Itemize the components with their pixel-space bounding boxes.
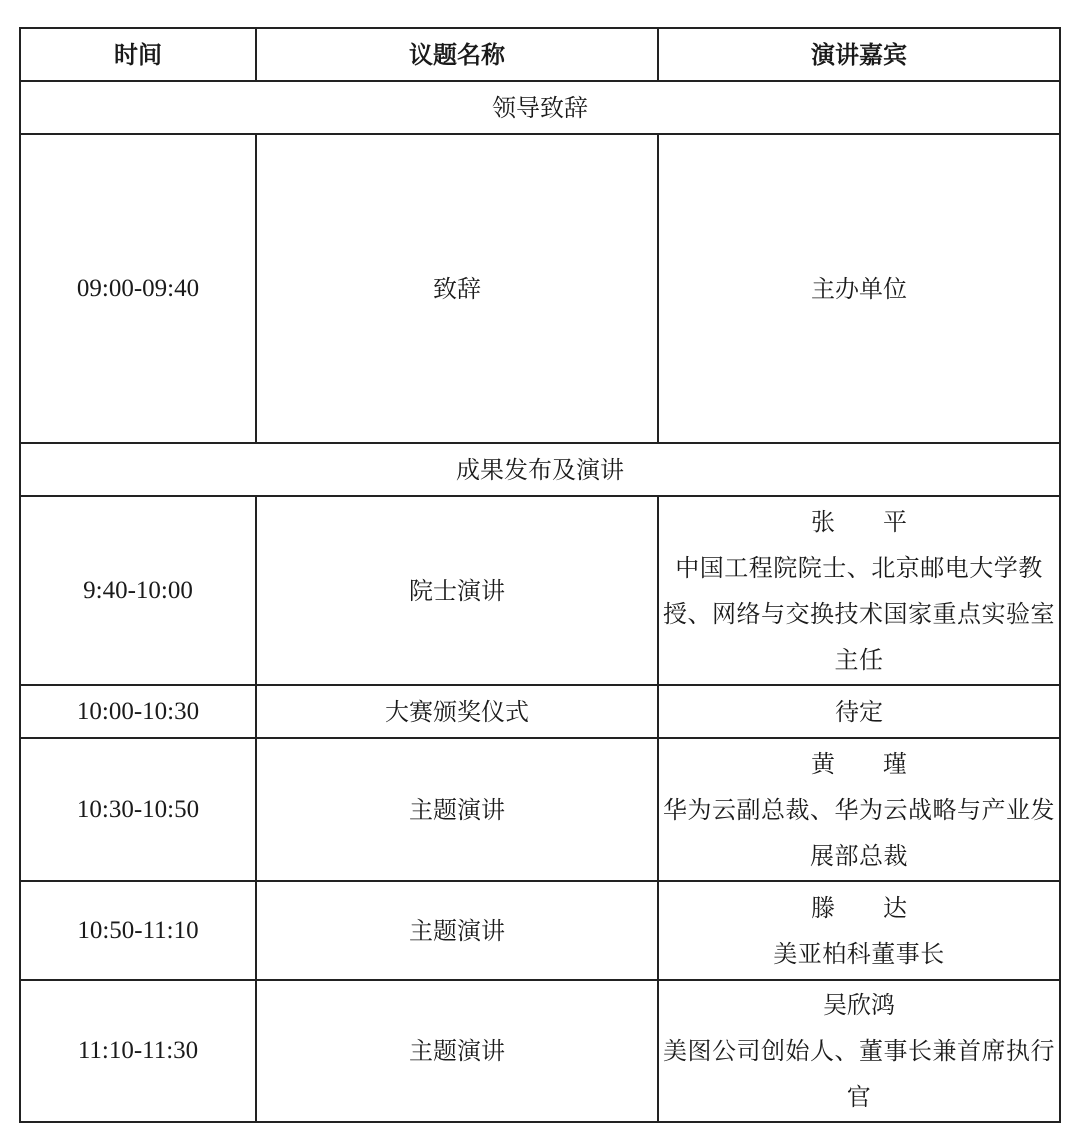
time-cell: 9:40-10:00 (20, 496, 256, 685)
topic-cell: 致辞 (256, 134, 658, 443)
table-row (20, 980, 1060, 1122)
speaker-name: 待定 (835, 697, 883, 726)
topic-cell: 院士演讲 (256, 496, 658, 685)
speaker-title: 中国工程院院士、北京邮电大学教授、网络与交换技术国家重点实验室主任 (663, 553, 1055, 674)
table-row (20, 496, 1060, 685)
time-cell: 10:30-10:50 (20, 738, 256, 881)
time-cell: 11:10-11:30 (20, 980, 256, 1122)
agenda-table (19, 27, 1061, 1123)
header-speaker: 演讲嘉宾 (658, 28, 1060, 81)
section-row (20, 443, 1060, 496)
speaker-cell (658, 881, 1060, 980)
topic-cell: 大赛颁奖仪式 (256, 685, 658, 738)
table-row (20, 738, 1060, 881)
speaker-title: 美亚柏科董事长 (773, 939, 945, 968)
topic-cell: 主题演讲 (256, 980, 658, 1122)
table-row (20, 881, 1060, 980)
header-row (20, 28, 1060, 81)
speaker-cell (658, 980, 1060, 1122)
speaker-cell (658, 496, 1060, 685)
speaker-name: 吴欣鸿 (823, 991, 895, 1019)
section-row (20, 81, 1060, 134)
table-row (20, 685, 1060, 738)
speaker-title: 美图公司创始人、董事长兼首席执行官 (663, 1037, 1055, 1111)
speaker-name: 滕 达 (811, 893, 907, 922)
header-topic: 议题名称 (256, 28, 658, 81)
section-title: 领导致辞 (20, 81, 1060, 134)
speaker-cell (658, 134, 1060, 443)
table-row (20, 134, 1060, 443)
topic-cell: 主题演讲 (256, 738, 658, 881)
section-title: 成果发布及演讲 (20, 443, 1060, 496)
topic-cell: 主题演讲 (256, 881, 658, 980)
speaker-title: 华为云副总裁、华为云战略与产业发展部总裁 (663, 795, 1055, 870)
speaker-name: 张 平 (811, 507, 907, 536)
header-time: 时间 (20, 28, 256, 81)
speaker-name: 主办单位 (811, 274, 907, 303)
speaker-cell (658, 685, 1060, 738)
speaker-name: 黄 瑾 (811, 749, 907, 778)
time-cell: 10:50-11:10 (20, 881, 256, 980)
speaker-cell (658, 738, 1060, 881)
time-cell: 09:00-09:40 (20, 134, 256, 443)
time-cell: 10:00-10:30 (20, 685, 256, 738)
